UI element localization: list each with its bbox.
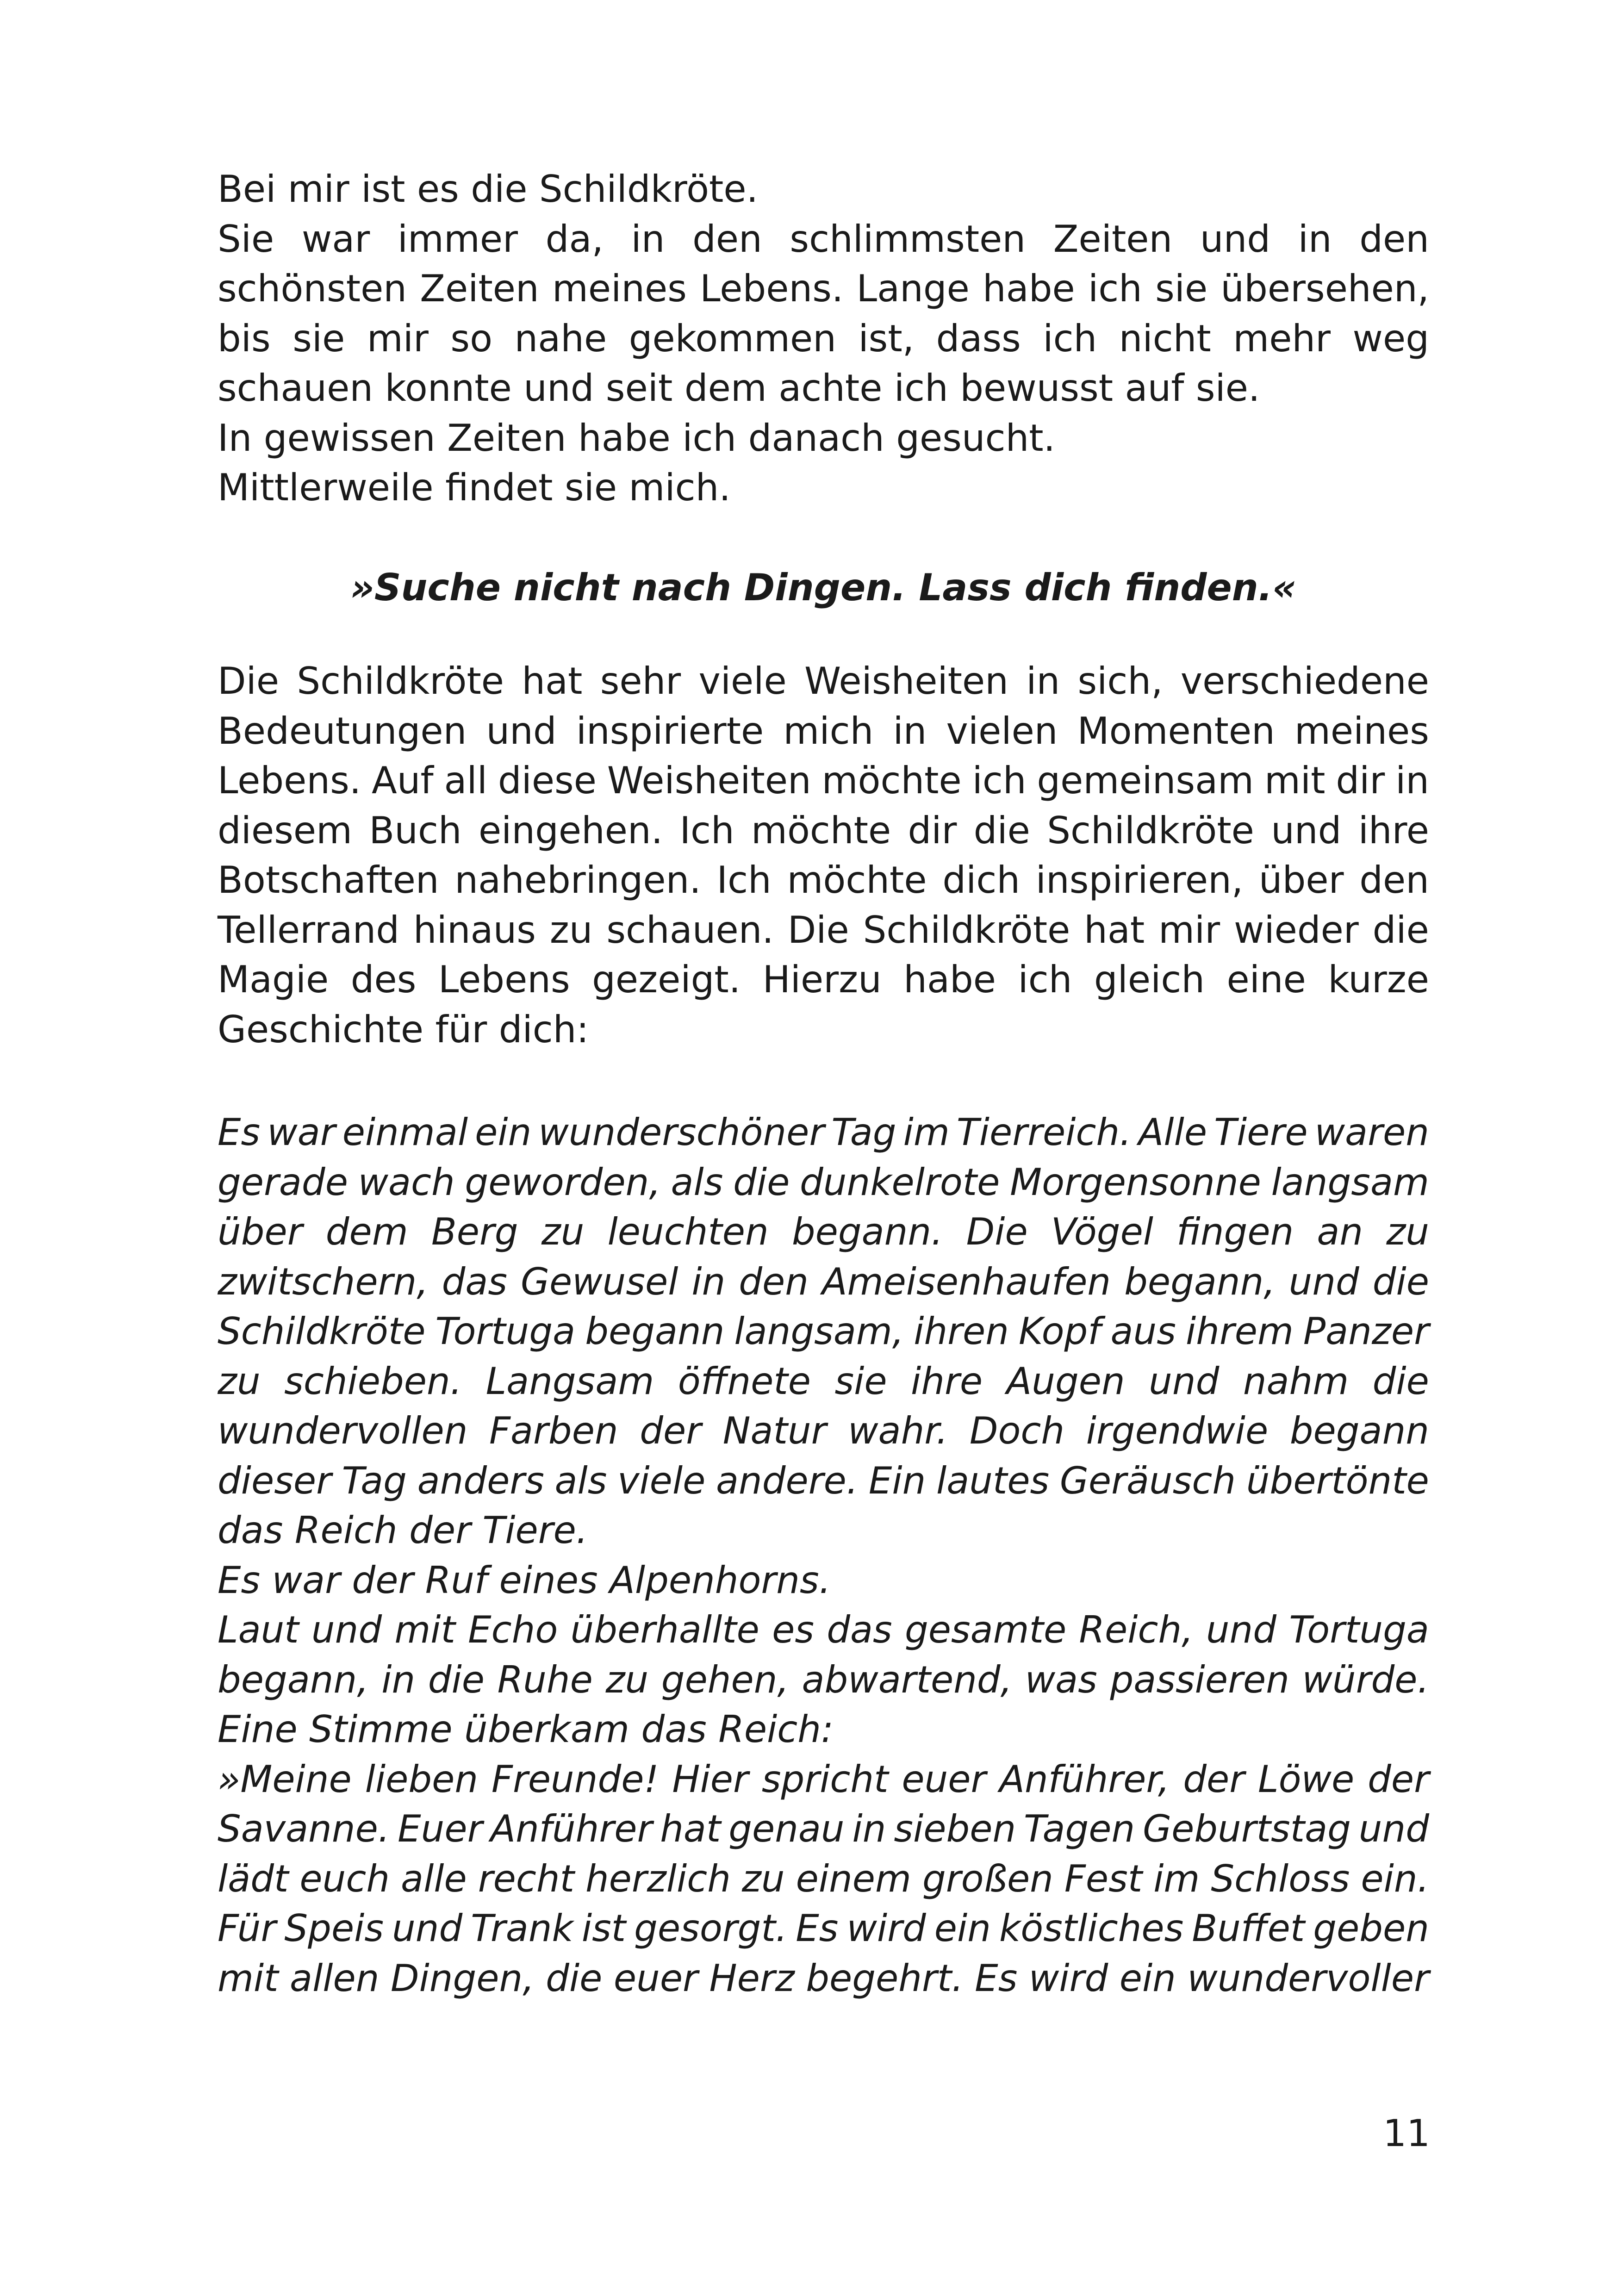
- story-line: dieser Tag anders als viele andere. Ein lautes Geräusch übertönte: [218, 1459, 1429, 1502]
- story-line: das Reich der Tiere.: [218, 1509, 588, 1552]
- intro-paragraph: [218, 164, 1429, 513]
- story-line: lädt euch alle recht herzlich zu einem großen Fest im Schloss ein.: [218, 1857, 1429, 1900]
- story-line: Es war der Ruf eines Alpenhorns.: [218, 1558, 831, 1602]
- intro-line: Mittlerweile findet sie mich.: [218, 466, 731, 509]
- story-line: wundervollen Farben der Natur wahr. Doch irgendwie begann: [218, 1409, 1429, 1452]
- body-line: Lebens. Auf all diese Weisheiten möchte ich gemeinsam mit dir in: [218, 759, 1429, 802]
- story-line: zwitschern, das Gewusel in den Ameisenhaufen begann, und die: [218, 1260, 1429, 1303]
- body-line: Bedeutungen und inspirierte mich in vielen Momenten meines: [218, 709, 1429, 753]
- story-line: über dem Berg zu leuchten begann. Die Vögel fingen an zu: [218, 1210, 1429, 1253]
- story-line: Savanne. Euer Anführer hat genau in sieben Tagen Geburtstag und: [218, 1807, 1429, 1850]
- story-line: »Meine lieben Freunde! Hier spricht euer Anführer, der Löwe der: [218, 1757, 1429, 1801]
- intro-line: bis sie mir so nahe gekommen ist, dass ich nicht mehr weg: [218, 317, 1429, 360]
- intro-line: In gewissen Zeiten habe ich danach gesucht.: [218, 416, 1056, 460]
- intro-line: schönsten Zeiten meines Lebens. Lange habe ich sie übersehen,: [218, 267, 1429, 310]
- story-paragraph: [218, 1108, 1429, 2003]
- body-paragraph: [218, 656, 1429, 1054]
- story-line: Es war einmal ein wunderschöner Tag im Tierreich. Alle Tiere waren: [218, 1111, 1429, 1154]
- story-line: mit allen Dingen, die euer Herz begehrt. Es wird ein wundervoller: [218, 1956, 1429, 2000]
- intro-line: Bei mir ist es die Schildkröte.: [218, 168, 759, 211]
- quote-heading: »Suche nicht nach Dingen. Lass dich finden.«: [350, 566, 1297, 609]
- story-line: Schildkröte Tortuga begann langsam, ihren Kopf aus ihrem Panzer: [218, 1310, 1429, 1353]
- body-line: Botschaften nahebringen. Ich möchte dich inspirieren, über den: [218, 859, 1429, 902]
- story-line: Laut und mit Echo überhallte es das gesamte Reich, und Tortuga: [218, 1608, 1429, 1651]
- body-line: Die Schildkröte hat sehr viele Weisheiten in sich, verschiedene: [218, 660, 1429, 703]
- story-line: begann, in die Ruhe zu gehen, abwartend, was passieren würde.: [218, 1658, 1429, 1701]
- body-line: Geschichte für dich:: [218, 1008, 589, 1051]
- page-number: 11: [1383, 2112, 1430, 2155]
- intro-line: Sie war immer da, in den schlimmsten Zeiten und in den: [218, 217, 1429, 261]
- story-line: Eine Stimme überkam das Reich:: [218, 1708, 834, 1751]
- story-line: gerade wach geworden, als die dunkelrote Morgensonne langsam: [218, 1160, 1429, 1204]
- body-line: Magie des Lebens gezeigt. Hierzu habe ich gleich eine kurze: [218, 958, 1429, 1001]
- body-line: Tellerrand hinaus zu schauen. Die Schildkröte hat mir wieder die: [218, 908, 1429, 952]
- intro-line: schauen konnte und seit dem achte ich bewusst auf sie.: [218, 367, 1260, 410]
- body-line: diesem Buch eingehen. Ich möchte dir die Schildkröte und ihre: [218, 809, 1429, 852]
- story-line: zu schieben. Langsam öffnete sie ihre Augen und nahm die: [218, 1359, 1429, 1403]
- story-line: Für Speis und Trank ist gesorgt. Es wird ein köstliches Buffet geben: [218, 1907, 1429, 1950]
